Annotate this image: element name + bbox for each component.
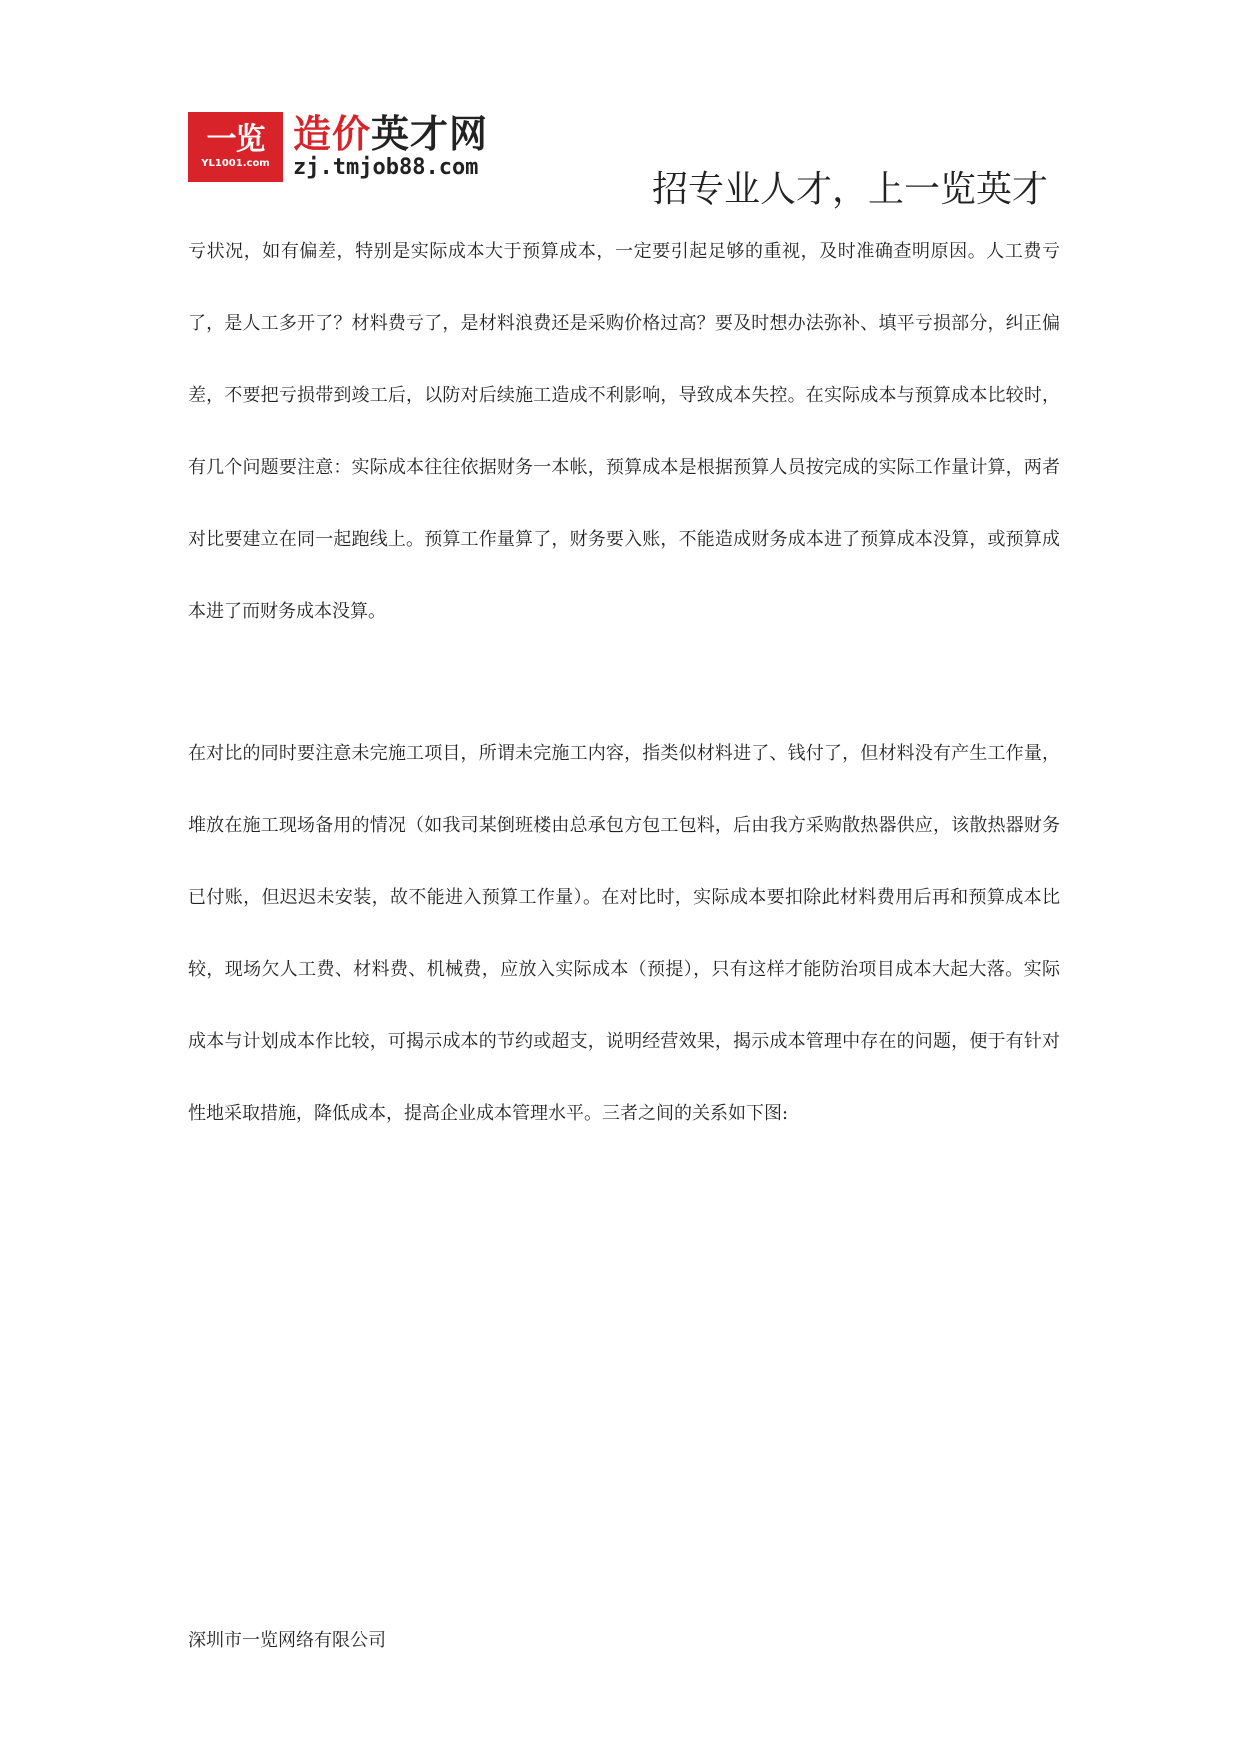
logo-mark-subtext: YL1001.com [201,158,270,169]
logo-title-red: 造价 [293,112,372,156]
paragraph-1: 亏状况，如有偏差，特别是实际成本大于预算成本，一定要引起足够的重视，及时准确查明原因。人工费亏了，是人工多开了？材料费亏了，是材料浪费还是采购价格过高？要及时想办法弥补、填平亏损部分，纠正偏差，不要把亏损带到竣工后，以防对后续施工造成不利影响，导致成本失控。在实际成本与预算成本比较时，有几个问题要注意：实际成本往往依据财务一本帐，预算成本是根据预算人员按完成的实际工作量计算，两者对比要建立在同一起跑线上。预算工作量算了，财务要入账，不能造成财务成本进了预算成本没算，或预算成本进了而财务成本没算。 [188,241,1060,622]
logo-text [293,113,488,181]
logo-title-dark: 英才网 [371,112,489,156]
logo-mark-text: 一览 [206,122,265,157]
site-logo [188,112,488,182]
logo-title [293,113,488,155]
paragraph-2: 在对比的同时要注意未完施工项目，所谓未完施工内容，指类似材料进了、钱付了，但材料没有产生工作量，堆放在施工现场备用的情况（如我司某倒班楼由总承包方包工包料，后由我方采购散热器供应，该散热器财务已付账，但迟迟未安装，故不能进入预算工作量）。在对比时，实际成本要扣除此材料费用后再和预算成本比较，现场欠人工费、材料费、机械费，应放入实际成本（预提），只有这样才能防治项目成本大起大落。实际成本与计划成本作比较，可揭示成本的节约或超支，说明经营效果，揭示成本管理中存在的问题，便于有针对性地采取措施，降低成本，提高企业成本管理水平。三者之间的关系如下图: [188,743,1060,1124]
header-slogan: 招专业人才，上一览英才 [652,169,1049,210]
logo-url: zj.tmjob88.com [293,155,479,180]
logo-mark [188,112,283,182]
footer-company: 深圳市一览网络有限公司 [188,1630,386,1651]
